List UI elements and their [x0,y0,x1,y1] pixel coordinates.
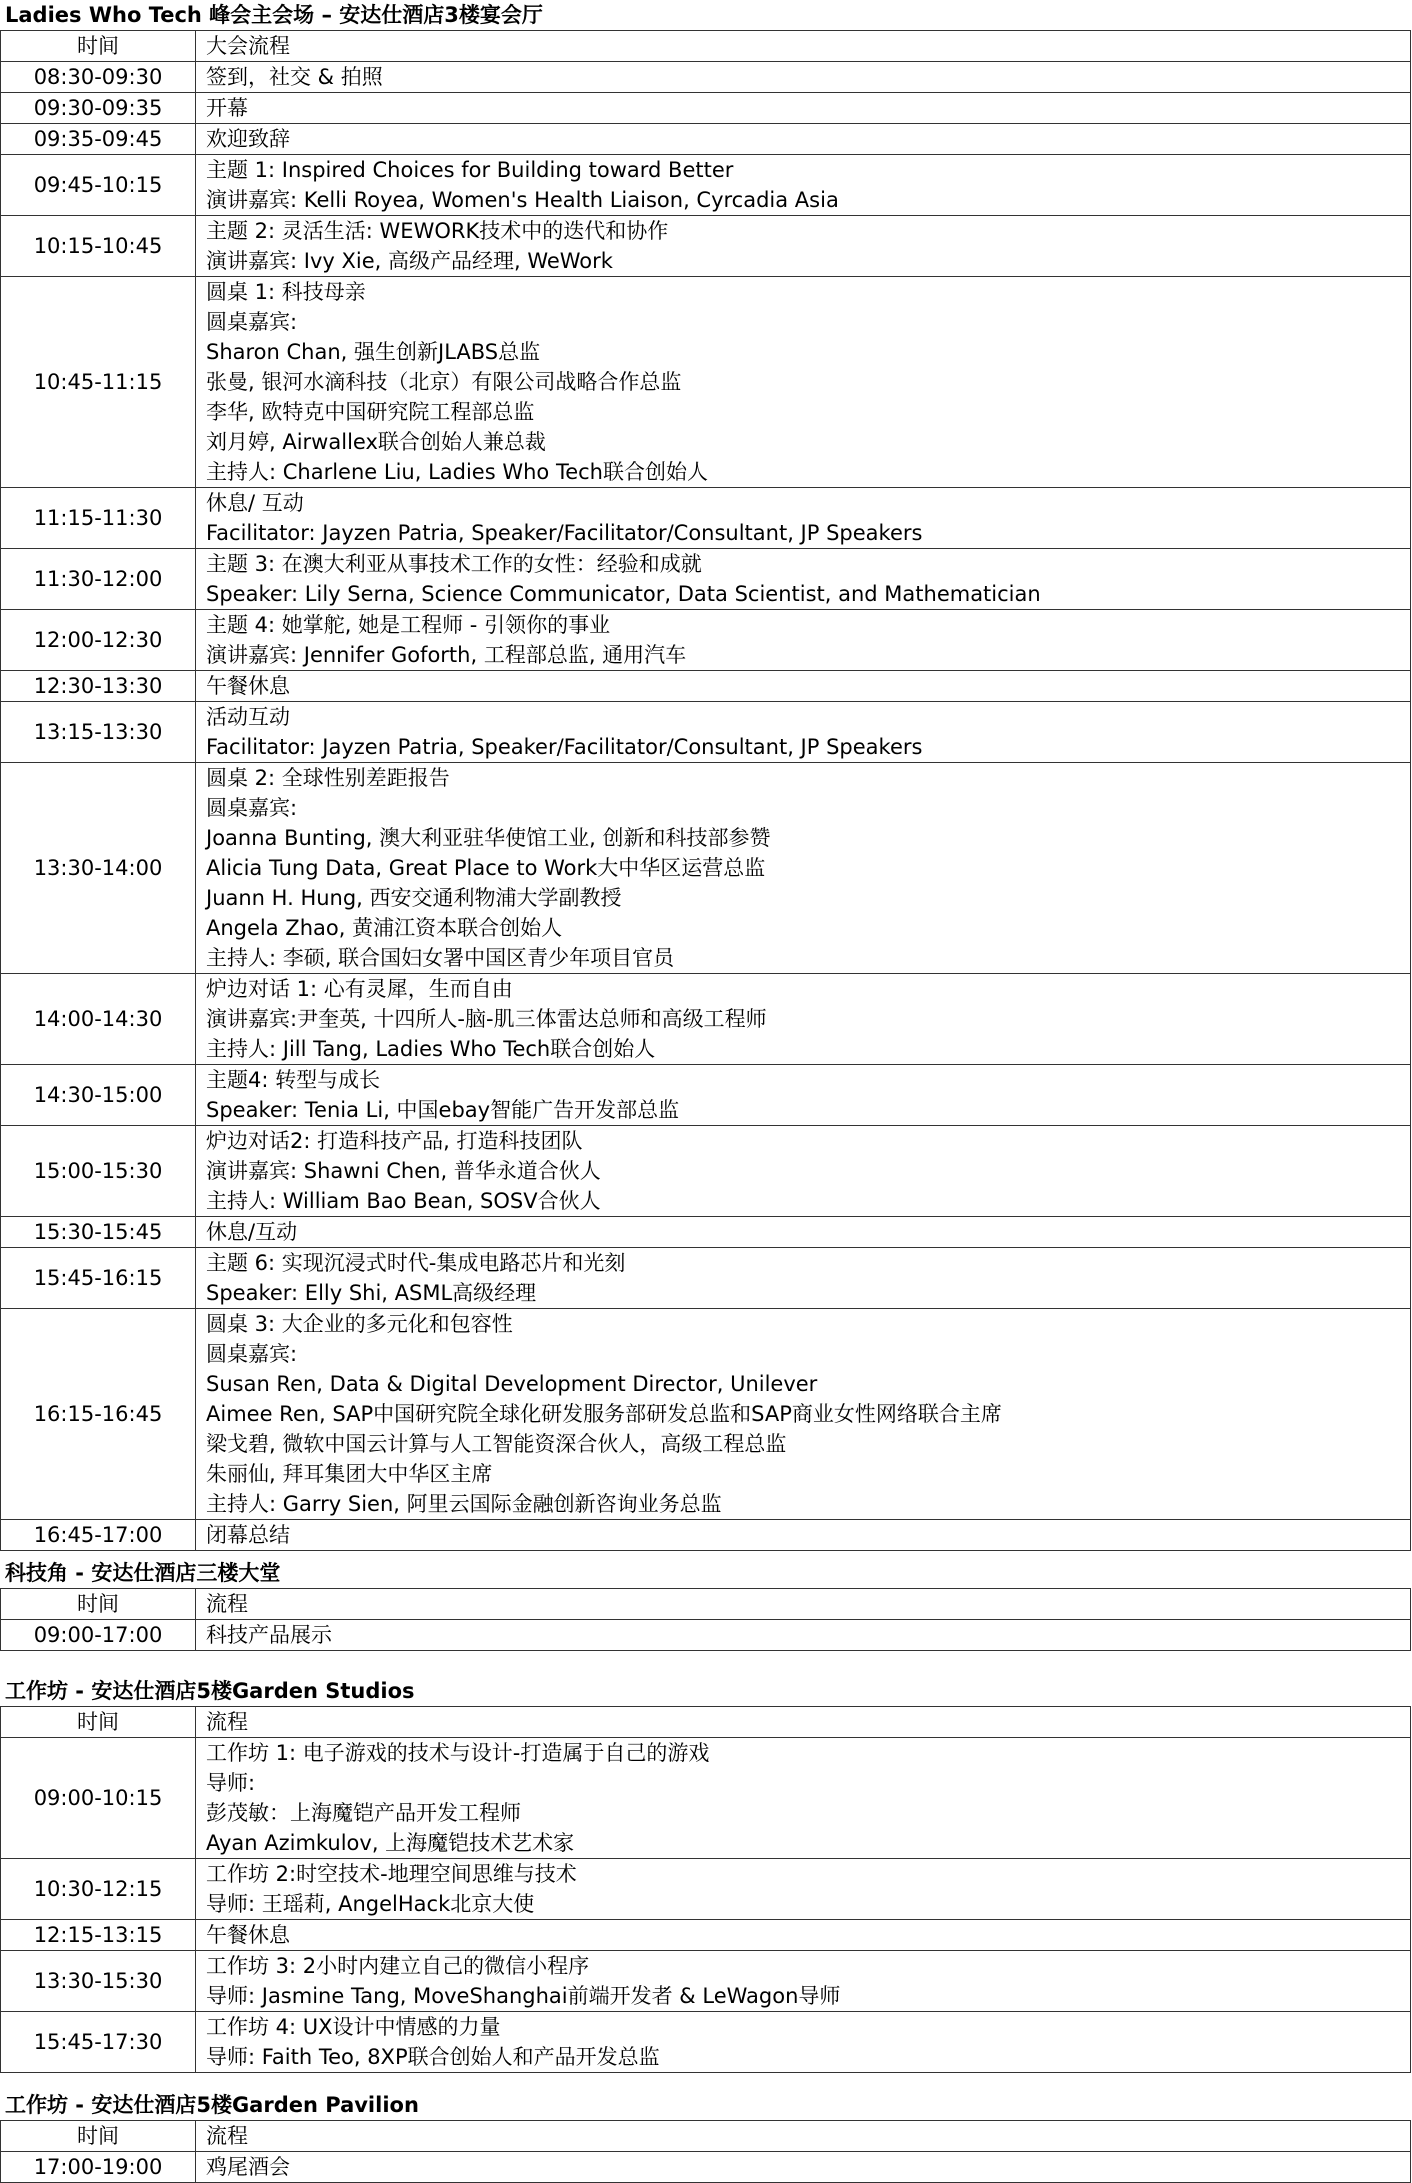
program-cell [196,1309,1411,1520]
table-row [1,974,1411,1065]
table-row [1,1126,1411,1217]
program-line: Speaker: Lily Serna, Science Communicator, Data Scientist, and Mathematician [206,582,1041,606]
column-header-program: 流程 [196,1589,1411,1620]
program-line: 李华, 欧特克中国研究院工程部总监 [206,400,535,424]
program-cell [196,1920,1411,1951]
program-line: 导师: Jasmine Tang, MoveShanghai前端开发者 & LeWagon导师 [206,1984,841,2008]
table-row [1,763,1411,974]
program-cell [196,702,1411,763]
program-line: 闭幕总结 [206,1523,290,1547]
program-line: 炉边对话 1: 心有灵犀，生而自由 [206,977,513,1001]
program-line: 主持人: Jill Tang, Ladies Who Tech联合创始人 [206,1037,656,1061]
table-row [1,155,1411,216]
time-cell: 15:30-15:45 [1,1217,196,1248]
table-row [1,216,1411,277]
program-line: 导师: Faith Teo, 8XP联合创始人和产品开发总监 [206,2045,660,2069]
program-line: 科技产品展示 [206,1623,332,1647]
program-line: 圆桌嘉宾: [206,796,298,820]
time-cell: 13:30-15:30 [1,1951,196,2012]
time-cell: 08:30-09:30 [1,62,196,93]
program-line: 休息/互动 [206,1220,298,1244]
time-cell: 15:45-16:15 [1,1248,196,1309]
time-cell: 09:00-17:00 [1,1620,196,1651]
time-cell: 12:15-13:15 [1,1920,196,1951]
program-line: Joanna Bunting, 澳大利亚驻华使馆工业, 创新和科技部参赞 [206,826,771,850]
time-cell: 11:15-11:30 [1,488,196,549]
program-line: Facilitator: Jayzen Patria, Speaker/Facilitator/Consultant, JP Speakers [206,735,923,759]
schedule-table [0,30,1411,1551]
program-line: 活动互动 [206,705,290,729]
time-cell: 11:30-12:00 [1,549,196,610]
time-cell: 10:45-11:15 [1,277,196,488]
program-line: Facilitator: Jayzen Patria, Speaker/Facilitator/Consultant, JP Speakers [206,521,923,545]
time-cell: 15:00-15:30 [1,1126,196,1217]
program-cell [196,1520,1411,1551]
program-cell [196,1126,1411,1217]
table-row [1,671,1411,702]
table-row [1,1520,1411,1551]
time-cell: 15:45-17:30 [1,2012,196,2073]
program-line: 圆桌 3: 大企业的多元化和包容性 [206,1312,513,1336]
program-line: 午餐休息 [206,1923,290,1947]
column-header-time: 时间 [1,2121,196,2152]
section-title: 工作坊 - 安达仕酒店5楼Garden Pavilion [5,2093,419,2117]
program-cell [196,277,1411,488]
table-row [1,549,1411,610]
program-line: 梁戈碧, 微软中国云计算与人工智能资深合伙人，高级工程总监 [206,1432,787,1456]
program-line: 主题 2: 灵活生活: WEWORK技术中的迭代和协作 [206,219,669,243]
program-line: 签到，社交 & 拍照 [206,65,383,89]
program-line: Juann H. Hung, 西安交通利物浦大学副教授 [206,886,622,910]
program-line: 导师: [206,1771,256,1795]
program-cell [196,1248,1411,1309]
table-row [1,93,1411,124]
table-row [1,1951,1411,2012]
program-cell [196,2152,1411,2183]
time-cell: 09:45-10:15 [1,155,196,216]
column-header-program: 流程 [196,2121,1411,2152]
program-line: 工作坊 2:时空技术-地理空间思维与技术 [206,1862,577,1886]
program-line: 工作坊 3: 2小时内建立自己的微信小程序 [206,1954,590,1978]
table-row [1,62,1411,93]
section-title: 工作坊 - 安达仕酒店5楼Garden Studios [5,1679,415,1703]
time-cell: 10:30-12:15 [1,1859,196,1920]
program-line: Ayan Azimkulov, 上海魔铠技术艺术家 [206,1831,575,1855]
time-cell: 09:00-10:15 [1,1738,196,1859]
program-line: 主题4: 转型与成长 [206,1068,381,1092]
time-cell: 17:00-19:00 [1,2152,196,2183]
program-cell [196,1859,1411,1920]
program-cell [196,1738,1411,1859]
program-line: 鸡尾酒会 [206,2155,290,2179]
program-cell [196,1951,1411,2012]
table-row [1,702,1411,763]
table-row [1,1620,1411,1651]
section-title: 科技角 - 安达仕酒店三楼大堂 [5,1561,281,1585]
program-line: 演讲嘉宾: Jennifer Goforth, 工程部总监, 通用汽车 [206,643,687,667]
program-line: 刘月婷, Airwallex联合创始人兼总裁 [206,430,546,454]
program-line: 演讲嘉宾: Kelli Royea, Women's Health Liaison, Cyrcadia Asia [206,188,839,212]
table-row [1,124,1411,155]
table-row [1,1859,1411,1920]
program-line: 彭茂敏：上海魔铠产品开发工程师 [206,1801,521,1825]
time-cell: 10:15-10:45 [1,216,196,277]
program-line: Angela Zhao, 黄浦江资本联合创始人 [206,916,563,940]
program-line: 演讲嘉宾: Shawni Chen, 普华永道合伙人 [206,1159,601,1183]
column-header-time: 时间 [1,31,196,62]
time-cell: 09:30-09:35 [1,93,196,124]
table-row [1,610,1411,671]
table-row [1,1738,1411,1859]
table-row [1,2152,1411,2183]
table-row [1,488,1411,549]
table-row [1,277,1411,488]
program-line: 工作坊 1: 电子游戏的技术与设计-打造属于自己的游戏 [206,1741,710,1765]
program-line: 主题 4: 她掌舵, 她是工程师 - 引领你的事业 [206,613,611,637]
schedule-table [0,1588,1411,1651]
program-line: 张曼, 银河水滴科技（北京）有限公司战略合作总监 [206,370,682,394]
time-cell: 16:15-16:45 [1,1309,196,1520]
section-title: Ladies Who Tech 峰会主会场 – 安达仕酒店3楼宴会厅 [5,3,543,27]
program-line: Speaker: Tenia Li, 中国ebay智能广告开发部总监 [206,1098,680,1122]
column-header-time: 时间 [1,1589,196,1620]
time-cell: 16:45-17:00 [1,1520,196,1551]
program-line: 主持人: 李硕, 联合国妇女署中国区青少年项目官员 [206,946,675,970]
program-cell [196,1217,1411,1248]
table-row [1,2012,1411,2073]
time-cell: 13:15-13:30 [1,702,196,763]
program-line: 炉边对话2: 打造科技产品, 打造科技团队 [206,1129,583,1153]
program-line: 圆桌 1: 科技母亲 [206,280,366,304]
table-row [1,1065,1411,1126]
program-cell [196,124,1411,155]
program-cell [196,1065,1411,1126]
program-line: 主持人: Charlene Liu, Ladies Who Tech联合创始人 [206,460,708,484]
time-cell: 14:00-14:30 [1,974,196,1065]
table-header-row [1,31,1411,62]
program-line: 欢迎致辞 [206,127,290,151]
program-line: 圆桌嘉宾: [206,310,298,334]
time-cell: 13:30-14:00 [1,763,196,974]
time-cell: 12:00-12:30 [1,610,196,671]
program-line: 午餐休息 [206,674,290,698]
program-line: Sharon Chan, 强生创新JLABS总监 [206,340,541,364]
program-cell [196,974,1411,1065]
program-line: 工作坊 4: UX设计中情感的力量 [206,2015,501,2039]
program-cell [196,671,1411,702]
time-cell: 12:30-13:30 [1,671,196,702]
table-row [1,1309,1411,1520]
column-header-time: 时间 [1,1707,196,1738]
program-line: 朱丽仙, 拜耳集团大中华区主席 [206,1462,493,1486]
program-cell [196,216,1411,277]
program-cell [196,155,1411,216]
time-cell: 14:30-15:00 [1,1065,196,1126]
program-line: 开幕 [206,96,248,120]
column-header-program: 大会流程 [196,31,1411,62]
program-line: 演讲嘉宾:尹奎英, 十四所人-脑-肌三体雷达总师和高级工程师 [206,1007,767,1031]
program-line: Speaker: Elly Shi, ASML高级经理 [206,1281,537,1305]
program-cell [196,549,1411,610]
program-cell [196,763,1411,974]
table-header-row [1,1707,1411,1738]
program-line: 导师: 王瑶莉, AngelHack北京大使 [206,1892,535,1916]
table-row [1,1920,1411,1951]
table-row [1,1217,1411,1248]
program-cell [196,610,1411,671]
time-cell: 09:35-09:45 [1,124,196,155]
program-line: 休息/ 互动 [206,491,304,515]
program-line: Aimee Ren, SAP中国研究院全球化研发服务部研发总监和SAP商业女性网络联合主席 [206,1402,1002,1426]
program-cell [196,2012,1411,2073]
program-line: 主题 6: 实现沉浸式时代-集成电路芯片和光刻 [206,1251,626,1275]
table-header-row [1,1589,1411,1620]
program-line: 主题 3: 在澳大利亚从事技术工作的女性：经验和成就 [206,552,702,576]
program-line: 主题 1: Inspired Choices for Building toward Better [206,158,734,182]
schedule-table [0,1706,1411,2073]
program-cell [196,488,1411,549]
table-header-row [1,2121,1411,2152]
program-line: 圆桌嘉宾: [206,1342,298,1366]
program-line: 演讲嘉宾: Ivy Xie, 高级产品经理, WeWork [206,249,613,273]
program-line: Alicia Tung Data, Great Place to Work大中华区运营总监 [206,856,766,880]
table-row [1,1248,1411,1309]
column-header-program: 流程 [196,1707,1411,1738]
program-line: 主持人: Garry Sien, 阿里云国际金融创新咨询业务总监 [206,1492,722,1516]
schedule-table [0,2120,1411,2183]
program-line: 主持人: William Bao Bean, SOSV合伙人 [206,1189,601,1213]
program-cell [196,1620,1411,1651]
program-cell [196,62,1411,93]
program-line: Susan Ren, Data & Digital Development Director, Unilever [206,1372,818,1396]
program-cell [196,93,1411,124]
program-line: 圆桌 2: 全球性别差距报告 [206,766,450,790]
